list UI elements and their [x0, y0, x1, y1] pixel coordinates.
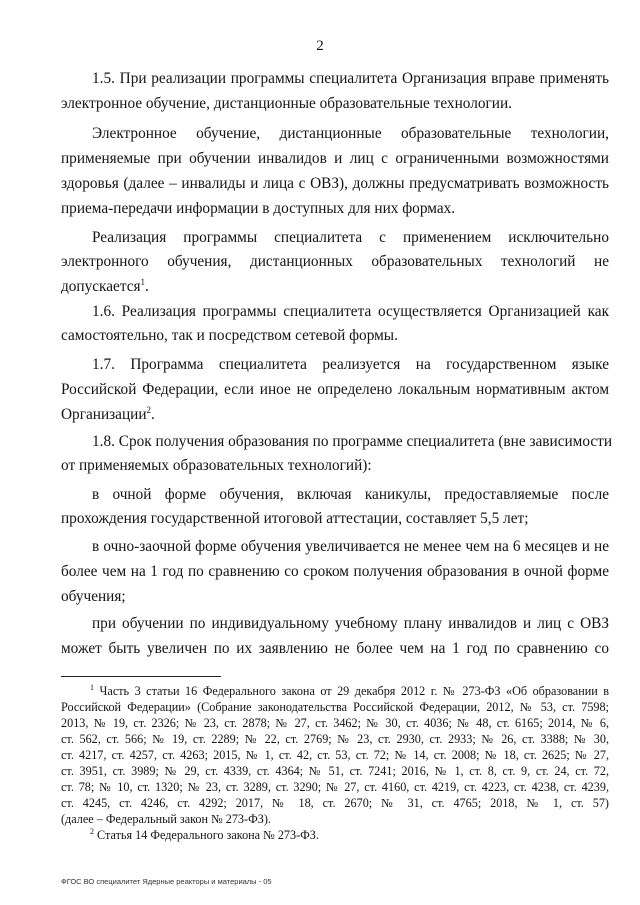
text-line: Электронное обучение, дистанционные образовательные технологии, — [92, 125, 609, 142]
text-line-content: Организации — [61, 406, 147, 423]
sentence-end: . — [145, 278, 149, 295]
footnote-line: ст. 78; № 10, ст. 1320; № 23, ст. 3289, ст. 3290; № 27, ст. 4160, ст. 4219, ст. 4223, ст. 4238, ст. 4239, — [61, 780, 609, 794]
text-line: 1.5. При реализации программы специалитета Организация вправе применять — [92, 70, 609, 87]
text-line: самостоятельно, так и посредством сетевой формы. — [61, 327, 398, 344]
running-footer: ФГОС ВО специалитет Ядерные реакторы и материалы - 05 — [61, 877, 272, 886]
footnote-line: Российской Федерации» (Собрание законодательства Российской Федерации, 2012, № 53, ст. 7598; — [61, 700, 609, 714]
text-line — [61, 405, 609, 425]
text-line: электронное обучение, дистанционные образовательные технологии. — [61, 95, 512, 112]
text-line: Реализация программы специалитета с применением исключительно — [92, 229, 609, 246]
footnote-line: (далее – Федеральный закон № 273-ФЗ). — [61, 812, 271, 826]
text-line: 1.6. Реализация программы специалитета осуществляется Организацией как — [92, 303, 609, 320]
footnote-ref-2: 2 — [146, 404, 152, 415]
footnote-line: ст. 3951, ст. 3989; № 29, ст. 4339, ст. 4364; № 51, ст. 7241; 2016, № 1, ст. 8, ст. 9, ст. 24, ст. 72, — [61, 764, 609, 778]
text-line: 1.8. Срок получения образования по программе специалитета (вне зависимости — [92, 433, 613, 450]
text-line: применяемые при обучении инвалидов и лиц с ограниченными возможностями — [61, 150, 609, 167]
footnote-mark-1: 1 — [90, 682, 94, 692]
page-number: 2 — [316, 38, 324, 54]
footnote-text: Статья 14 Федерального закона № 273-ФЗ. — [97, 828, 319, 842]
footnote-1 — [90, 684, 609, 699]
text-line: может быть увеличен по их заявлению не более чем на 1 год по сравнению со — [61, 640, 609, 657]
footnote-text: Часть 3 статьи 16 Федерального закона от 29 декабря 2012 г. № 273-ФЗ «Об образовании в — [99, 684, 610, 698]
text-line: при обучении по индивидуальному учебному плану инвалидов и лиц с ОВЗ — [92, 615, 609, 632]
footnote-2 — [90, 828, 609, 843]
text-line: здоровья (далее – инвалиды и лица с ОВЗ), должны предусматривать возможность — [61, 175, 609, 192]
text-line: обучения; — [61, 588, 126, 605]
text-line: 1.7. Программа специалитета реализуется на государственном языке — [92, 356, 609, 373]
text-line: в очной форме обучения, включая каникулы, предоставляемые после — [92, 486, 609, 503]
sentence-end: . — [151, 406, 155, 423]
text-line: более чем на 1 год по сравнению со сроком получения образования в очной форме — [61, 563, 609, 580]
footnote-separator — [61, 676, 221, 677]
text-line — [61, 277, 609, 297]
text-line: прохождения государственной итоговой аттестации, составляет 5,5 лет; — [61, 510, 529, 527]
text-line: электронного обучения, дистанционных образовательных технологий не — [61, 253, 609, 270]
footnote-line: ст. 4245, ст. 4246, ст. 4292; 2017, № 18, ст. 2670; № 31, ст. 4765; 2018, № 1, ст. 57) — [61, 796, 609, 810]
footnote-line: 2013, № 19, ст. 2326; № 23, ст. 2878; № 27, ст. 3462; № 30, ст. 4036; № 48, ст. 6165; 2014, № 6, — [61, 716, 609, 730]
text-line-content: допускается — [61, 278, 141, 295]
text-line: Российской Федерации, если иное не определено локальным нормативным актом — [61, 381, 609, 398]
text-line: в очно-заочной форме обучения увеличивается не менее чем на 6 месяцев и не — [92, 538, 609, 555]
text-line: приема-передачи информации в доступных для них формах. — [61, 200, 456, 217]
footnote-mark-2: 2 — [90, 826, 94, 836]
text-line: от применяемых образовательных технологий): — [61, 457, 372, 474]
footnote-line: ст. 4217, ст. 4257, ст. 4263; 2015, № 1, ст. 42, ст. 53, ст. 72; № 14, ст. 2008; № 18, ст. 2625; № 27, — [61, 748, 609, 762]
footnote-line: ст. 562, ст. 566; № 19, ст. 2289; № 22, ст. 2769; № 23, ст. 2930, ст. 2933; № 26, ст. 3388; № 30, — [61, 732, 609, 746]
footnote-ref-1: 1 — [140, 276, 146, 287]
